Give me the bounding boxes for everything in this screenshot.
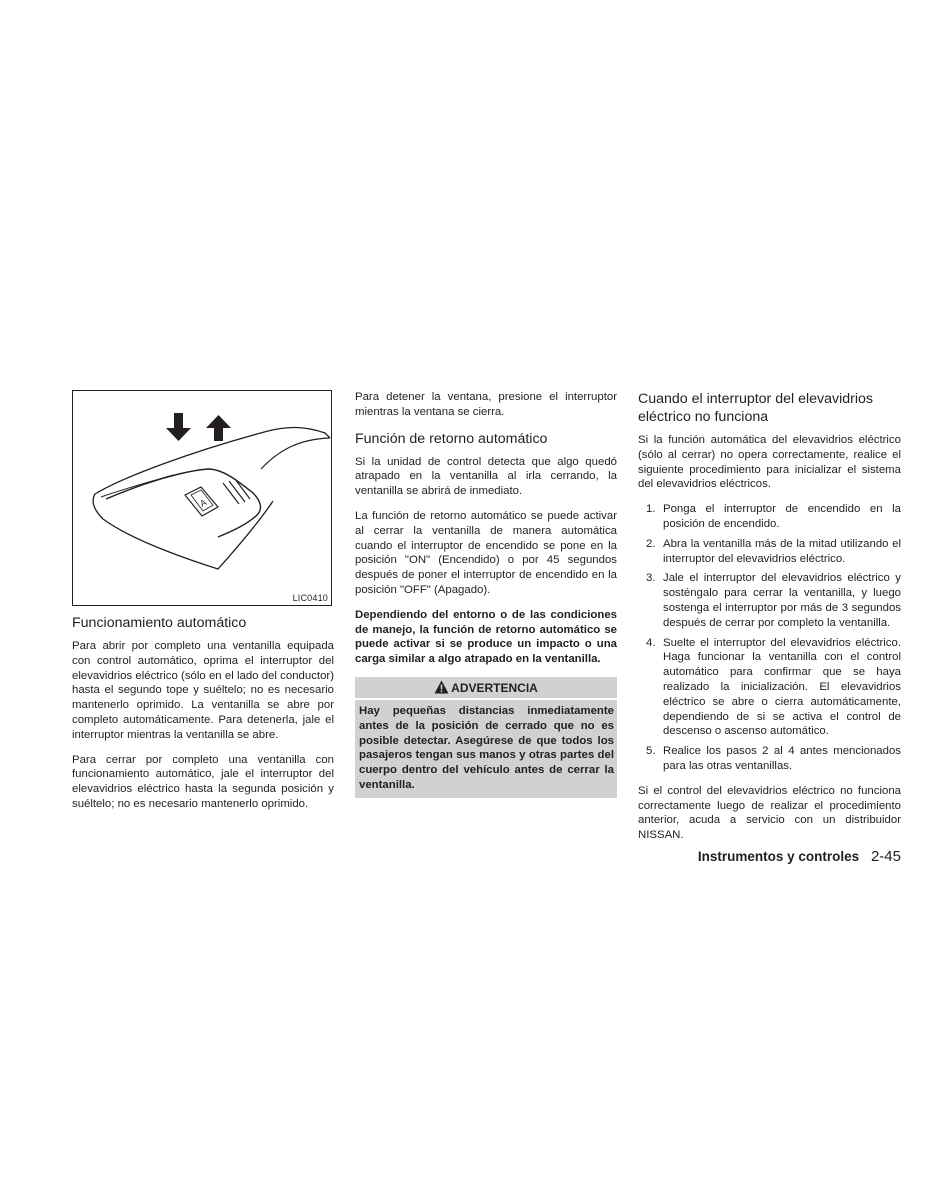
paragraph-detects-obstacle: Si la unidad de control detecta que algo quedó atrapado en la ventanilla al irla cerrando, la ventanilla se abrirá de inmediato.: [355, 455, 617, 498]
page-number: 2-45: [870, 848, 901, 865]
list-item: 5. Realice los pasos 2 al 4 antes mencionados para las otras ventanillas.: [646, 745, 901, 772]
heading-switch-not-working: Cuando el interruptor del elevavidrios eléctrico no funciona: [638, 391, 874, 425]
column-right: [638, 390, 901, 853]
figure-code: LIC0410: [292, 593, 328, 603]
heading-auto-operation: Funcionamiento automático: [72, 615, 247, 631]
paragraph-dealer-service: Si el control del elevavidrios eléctrico no funciona correctamente luego de realizar el procedimiento anterior, acuda a servicio con un distribuidor NISSAN.: [638, 784, 901, 842]
auto-letter: A: [198, 497, 209, 509]
arrow-down-icon: [166, 413, 191, 441]
column-left: [72, 390, 334, 822]
paragraph-activation-conditions: La función de retorno automático se puede activar al cerrar la ventanilla de manera automática cuando el interruptor de encendido se pone en la posición "ON" (Encendido) o por 45 segundos después de poner el interruptor de encendido en la posición "OFF" (Apagado).: [355, 509, 617, 596]
paragraph-init-intro: Si la función automática del elevavidrios eléctrico (sólo al cerrar) no opera correctamente, realice el siguiente procedimiento para inicializar el sistema del elevavidrios eléctricos.: [638, 434, 901, 491]
init-steps-list: [638, 502, 901, 774]
arrow-up-icon: [206, 415, 231, 441]
page-footer: [698, 848, 901, 866]
paragraph-close-window: Para cerrar por completo una ventanilla con funcionamiento automático, jale el interruptor del elevavidrios eléctrico hasta la segunda posición y suéltelo; no es necesario mantenerlo oprimido.: [72, 753, 334, 810]
paragraph-impact-note: Dependiendo del entorno o de las condiciones de manejo, la función de retorno automático se puede activar si se produce un impacto o una carga similar a algo atrapado en la ventanilla.: [355, 608, 617, 666]
footer-section-title: Instrumentos y controles: [697, 849, 860, 864]
list-item: 1. Ponga el interruptor de encendido en la posición de encendido.: [646, 503, 901, 530]
list-item: 2. Abra la ventanilla más de la mitad utilizando el interruptor del elevavidrios eléctrico.: [646, 537, 901, 565]
warning-text: Hay pequeñas distancias inmediatamente antes de la posición de cerrado que no es posible detectar. Asegúrese de que todos los pasajeros tengan sus manos y otras partes del cuerpo dentro del vehículo antes de cerrar la ventanilla.: [359, 704, 614, 791]
warning-header: [355, 677, 617, 700]
paragraph-stop-window: Para detener la ventana, presione el interruptor mientras la ventana se cierra.: [355, 391, 617, 418]
column-middle: [355, 390, 617, 798]
switch-panel: [106, 469, 260, 537]
paragraph-open-window: Para abrir por completo una ventanilla equipada con control automático, oprima el interruptor del elevavidrios eléctrico (sólo en el lado del conductor) hasta el segundo tope y suéltelo; no es necesario mantenerlo oprimido. La ventanilla se abre por completo automáticamente. Para detenerla, jale el interruptor mientras la ventanilla se abre.: [72, 640, 334, 741]
heading-auto-return: Función de retorno automático: [355, 430, 548, 447]
warning-box: [355, 677, 617, 798]
window-switch-illustration: [73, 391, 333, 607]
armrest-outline: [95, 427, 330, 494]
warning-title: ADVERTENCIA: [451, 680, 538, 695]
window-switch-figure: [72, 390, 332, 606]
warning-triangle-icon: [434, 680, 449, 694]
list-item: 4. Suelte el interruptor del elevavidrios eléctrico. Haga funcionar la ventanilla con el control automático para confirmar que se haya realizado la inicialización. El elevavidrios eléctrico se abre o cierra automáticamente, dependiendo de si se activa el control de descenso o ascenso automático.: [646, 636, 901, 738]
list-item: 3. Jale el interruptor del elevavidrios eléctrico y sosténgalo para cerrar la ventanilla, y luego sostenga el interruptor por más de 3 segundos después de cerrar por completo la ventanilla.: [646, 572, 901, 629]
